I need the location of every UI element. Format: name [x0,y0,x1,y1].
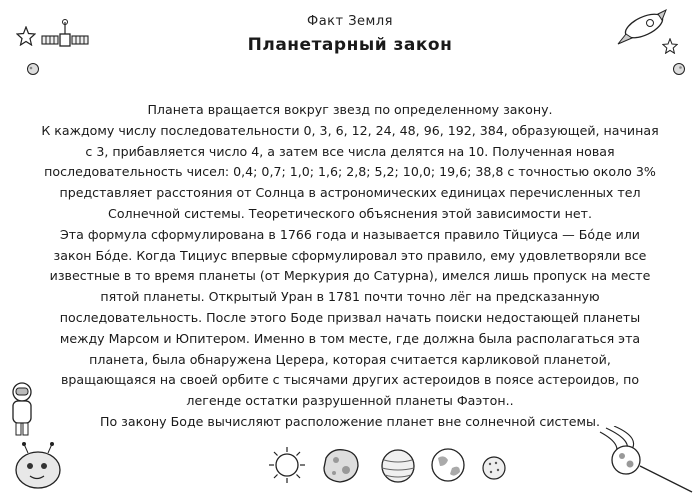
sun-icon [266,444,308,486]
star-icon [662,38,678,54]
comet-icon [596,426,696,496]
planet-small-icon [26,62,40,76]
paragraph-application: По закону Боде вычисляют расположение планет вне солнечной системы. [100,413,600,429]
page-title: Планетарный закон [247,35,453,55]
asteroid-icon [318,444,362,486]
earth-icon [426,444,470,486]
planet-striped-icon [376,446,420,486]
paragraph-history: Эта формула сформулирована в 1766 года и называется правило Тйциуса — Бóде или закон Бóде. Когда Тициус впервые сформулировал это правило, ему удовлетворяли все известные в то время планеты (от Меркурия до Сатурна), имелся лишь пропуск на месте пятой планеты. Открытый Уран в 1781 почти точно лёг на предсказанную последовательность. После этого Боде призвал начать поиски недостающей планеты между Марсом и Юпитером. Именно в том месте, где должна была располагаться эта планета, была обнаружена Церера, которая считается карликовой планетой, вращающаяся на своей орбите с тысячами других астероидов в поясе астероидов, по легенде остатки разрушенной планеты Фаэтон.. [49,226,651,409]
header [0,14,700,55]
planet-dotted-icon [478,452,510,484]
paragraph-sequence: К каждому числу последовательности 0, 3, 6, 12, 24, 48, 96, 192, 384, образующей, начиная с 3, прибавляется число 4, а затем все числа делятся на 10. Полученная новая последовательность чисел: 0,4; 0,7; 1,0; 1,6; 2,8; 5,2; 10,0; 19,6; 38,8 с точностью около 3% представляет расстояния от Солнца в астрономических единицах перечисленных тел Солнечной системы. Теоретического объяснения этой зависимости нет. [41,122,659,221]
satellite-icon [40,18,90,62]
astronaut-icon [2,380,42,440]
planet-small-icon [672,62,686,76]
page-subtitle: Факт Земля [307,14,393,29]
alien-planet-icon [8,440,66,492]
star-icon [16,26,36,46]
article-body [40,100,660,433]
paragraph-intro: Планета вращается вокруг звезд по определенному закону. [147,102,553,117]
